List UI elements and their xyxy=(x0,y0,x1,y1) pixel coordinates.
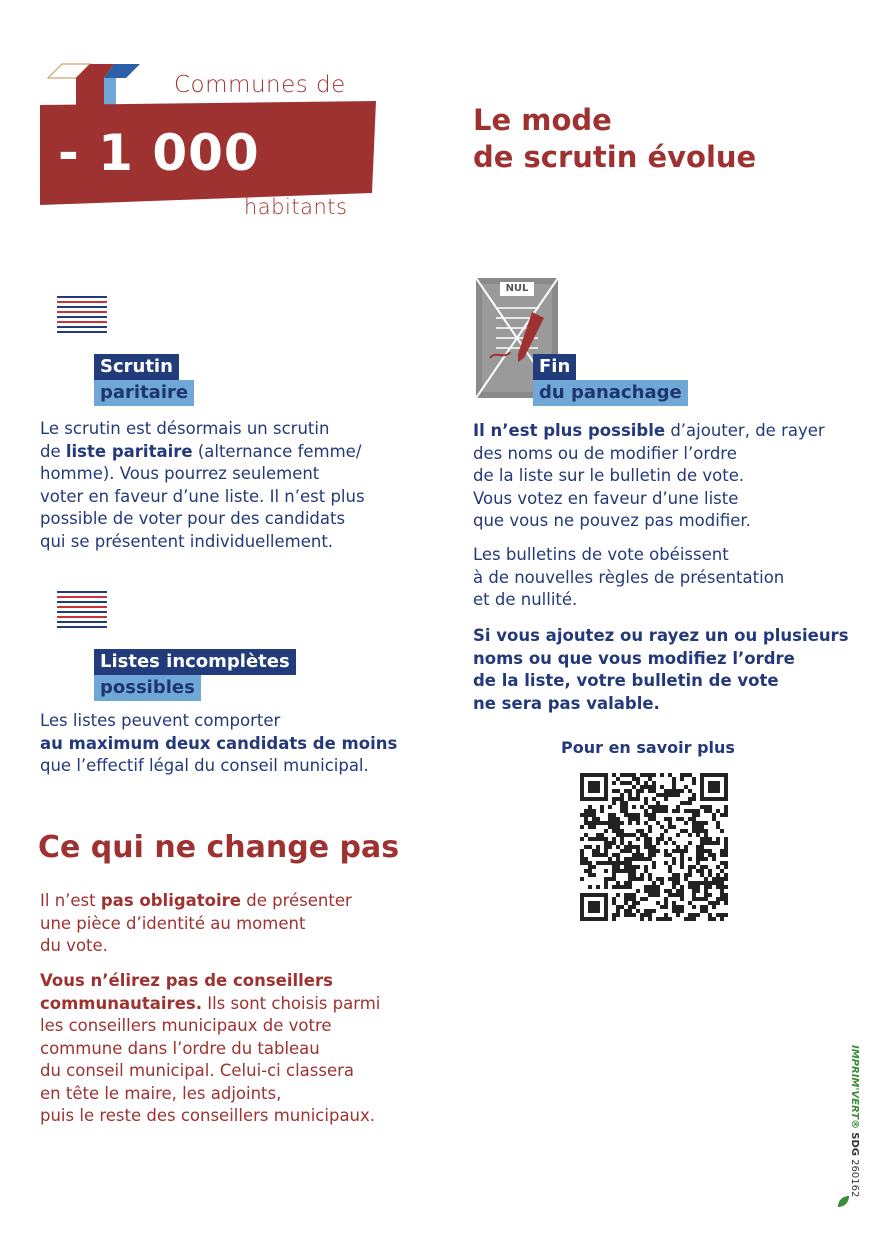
tag-scrutin-paritaire xyxy=(94,354,194,406)
printer-code-a: SDG xyxy=(849,1132,860,1156)
headline-line-2: de scrutin évolue xyxy=(473,140,757,174)
tag-line-1: Listes incomplètes xyxy=(94,649,296,675)
scrutin-paragraph: Le scrutin est désormais un scrutin de liste paritaire (alternance femme/ homme). Vous pourrez seulement voter en faveur d’une liste. Il n’est plus possible de voter pour des candidats qui se présentent individuellement. xyxy=(40,419,365,551)
section-title-unchanged: Ce qui ne change pas xyxy=(38,830,400,865)
printer-mark xyxy=(836,1045,860,1210)
population-threshold: - 1 000 xyxy=(58,124,260,182)
tag-line-1: Scrutin xyxy=(94,354,179,380)
list-stripes-icon xyxy=(57,296,107,336)
tag-line-2: du panachage xyxy=(533,380,688,406)
ballot-nul-label: NUL xyxy=(505,283,529,294)
panachage-paragraph-3: Si vous ajoutez ou rayez un ou plusieurs noms ou que vous modifiez l’ordre de la liste, votre bulletin de vote ne sera pas valable. xyxy=(473,626,849,713)
panachage-paragraph-2: Les bulletins de vote obéissent à de nouvelles règles de présentation et de nullité. xyxy=(473,545,785,609)
unchanged-paragraph-1: Il n’est pas obligatoire de présenter une pièce d’identité au moment du vote. xyxy=(40,891,352,955)
qr-modules xyxy=(580,773,728,921)
qr-title: Pour en savoir plus xyxy=(561,738,735,757)
page-headline xyxy=(473,102,756,176)
printer-code-b: 260162 xyxy=(849,1159,860,1198)
tag-listes-incompletes xyxy=(94,649,296,701)
tag-fin-panachage xyxy=(533,354,688,406)
printer-brand: IMPRIM'VERT® xyxy=(849,1045,860,1130)
panachage-paragraph-1: Il n’est plus possible d’ajouter, de rayer des noms ou de modifier l’ordre de la liste sur le bulletin de vote. Vous votez en faveur d’une liste que vous ne pouvez pas modifier. xyxy=(473,421,825,530)
listes-paragraph: Les listes peuvent comporter au maximum deux candidats de moins que l’effectif légal du conseil municipal. xyxy=(40,711,398,775)
communes-label: Communes de xyxy=(174,72,346,98)
tag-line-2: possibles xyxy=(94,675,201,701)
unchanged-paragraph-2: Vous n’élirez pas de conseillers communautaires. Ils sont choisis parmi les conseillers municipaux de votre commune dans l’ordre du tableau du conseil municipal. Celui-ci classera en tête le maire, les adjoints, puis le reste des conseillers municipaux. xyxy=(40,971,381,1125)
headline-line-1: Le mode xyxy=(473,103,612,137)
tag-line-2: paritaire xyxy=(94,380,194,406)
habitants-label: habitants xyxy=(244,195,348,219)
qr-code[interactable] xyxy=(580,773,728,925)
list-stripes-icon xyxy=(57,591,107,631)
tag-line-1: Fin xyxy=(533,354,576,380)
leaf-icon xyxy=(836,1195,850,1209)
